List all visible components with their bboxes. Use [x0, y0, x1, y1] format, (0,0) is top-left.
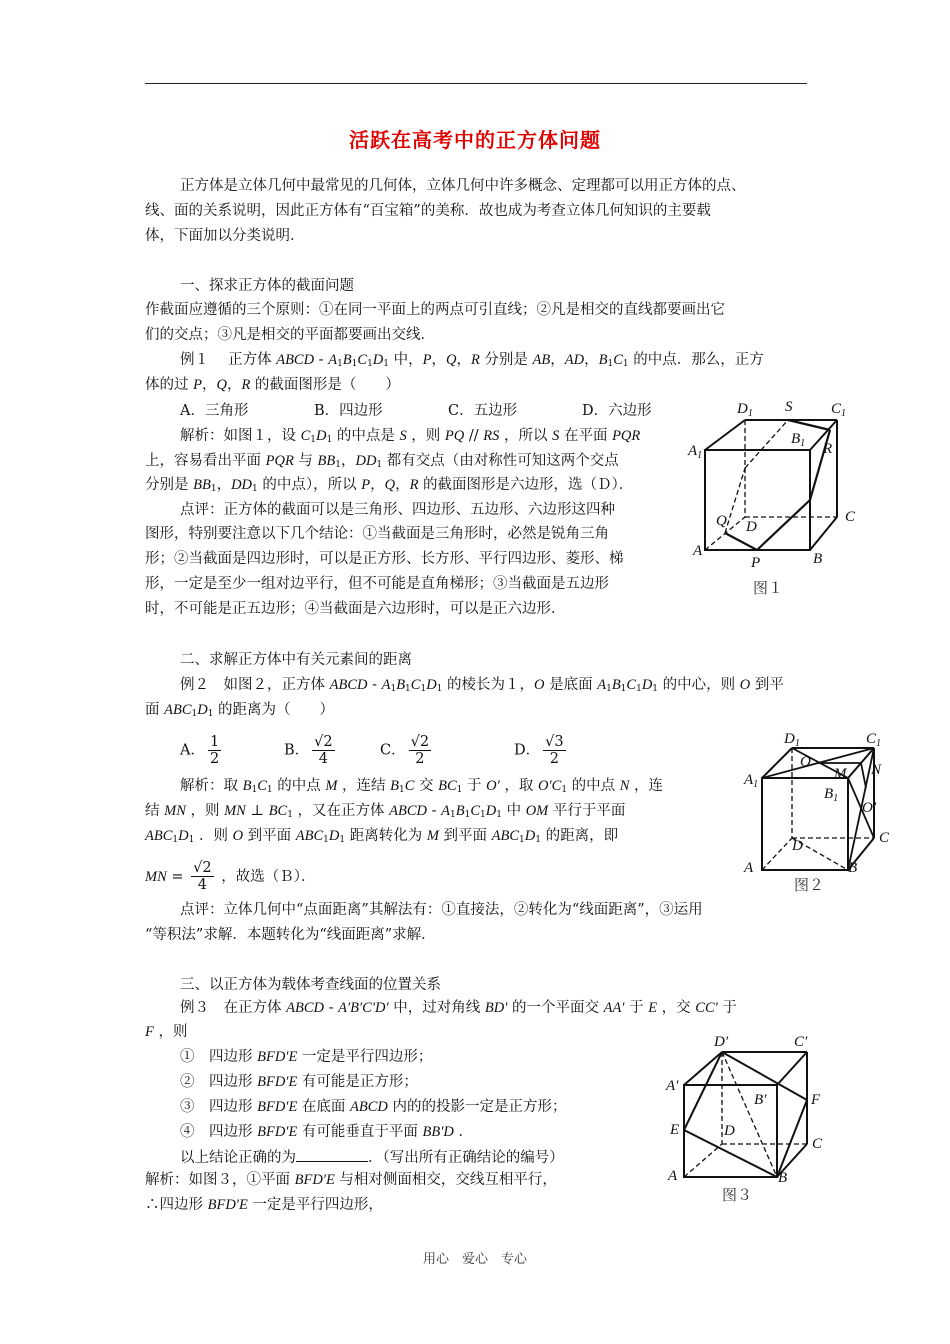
svg-text:B: B: [813, 551, 823, 567]
example2-solution-3: $ABC_1D_1$ ．则 O 到平面 $ABC_1D_1$ 距离转化为 M 到平面 $ABC_1D_1$ 的距离，即: [145, 828, 619, 845]
example3-answer-line: 以上结论正确的为 ．（写出所有正确结论的编号）: [180, 1147, 564, 1168]
example2-solution-4: MN = $\frac{√2}{4}$ ，故选（Ｂ）．: [145, 860, 316, 893]
svg-text:R: R: [823, 441, 833, 457]
example3-item-4: ④ 四边形 BFD′E 有可能垂直于平面 BB′D ．: [180, 1124, 474, 1140]
option-a: A．三角形: [180, 403, 249, 419]
svg-text:N: N: [871, 762, 882, 778]
example1-stem: 例１ 正方体 ABCD - $A_1B_1C_1D_1$ 中，P，Q，R 分别是 AB，AD，$B_1C_1$ 的中点．那么，正方: [180, 352, 764, 369]
intro-line-1: 正方体是立体几何中最常见的几何体，立体几何中许多概念、定理都可以用正方体的点、: [180, 178, 746, 194]
example1-stem-2: 体的过 P，Q，R 的截面图形是（ ）: [145, 377, 400, 393]
section3-heading: 三、以正方体为载体考查线面的位置关系: [180, 977, 441, 993]
page-title: 活跃在高考中的正方体问题: [349, 128, 601, 152]
figure-1-cube-section: [685, 395, 870, 600]
svg-text:A: A: [693, 543, 703, 559]
example2-stem: 例２ 如图２，正方体 ABCD - $A_1B_1C_1D_1$ 的棱长为１，O 是底面 $A_1B_1C_1D_1$ 的中心，则 O 到平: [180, 677, 784, 694]
svg-text:C′: C′: [794, 1034, 808, 1050]
example3-stem-2: F ，则: [145, 1024, 188, 1040]
example2-comment-2: “等积法”求解．本题转化为“线面距离”求解．: [145, 927, 436, 943]
example3-solution-1: 解析：如图３，①平面 BFD′E 与相对侧面相交，交线互相平行，: [145, 1172, 557, 1188]
svg-text:D′: D′: [714, 1034, 729, 1050]
option-d: D． $\frac{√3}{2}$: [514, 734, 564, 767]
example3-item-1: ① 四边形 BFD′E 一定是平行四边形；: [180, 1049, 433, 1065]
option-c: C．五边形: [448, 403, 518, 419]
svg-text:C: C: [845, 509, 856, 525]
example3-solution-2: ∴四边形 BFD′E 一定是平行四边形，: [145, 1197, 383, 1213]
option-c: C． $\frac{√2}{2}$: [380, 734, 430, 767]
svg-text:A: A: [744, 860, 754, 876]
svg-text:S: S: [785, 399, 793, 415]
example1-comment-1: 点评：正方体的截面可以是三角形、四边形、五边形、六边形这四种: [180, 502, 615, 518]
example1-solution-1: 解析：如图１，设 $C_1D_1$ 的中点是 S ，则 PQ // RS ，所以 S 在平面 PQR: [180, 428, 641, 445]
svg-text:A1: $A_1$: [688, 443, 703, 461]
example3-item-2: ② 四边形 BFD′E 有可能是正方形；: [180, 1074, 418, 1090]
section1-principles-2: 们的交点；③凡是相交的平面都要画出交线．: [145, 327, 435, 343]
section2-heading: 二、求解正方体中有关元素间的距离: [180, 652, 412, 668]
svg-text:B: B: [778, 1170, 788, 1186]
example2-stem-2: 面 $ABC_1D_1$ 的距离为（ ）: [145, 702, 335, 719]
example3-item-3: ③ 四边形 BFD′E 在底面 ABCD 内的的投影一定是正方形；: [180, 1099, 567, 1115]
example1-comment-5: 时，不可能是正五边形；④当截面是六边形时，可以是正六边形．: [145, 601, 566, 617]
example2-label: 例２: [180, 677, 209, 693]
svg-text:C: C: [812, 1136, 823, 1152]
example3-stem: 例３ 在正方体 ABCD - A′B′C′D′ 中，过对角线 BD′ 的一个平面交 AA′ 于 E ，交 CC′ 于: [180, 1000, 737, 1016]
example2-comment-1: 点评：立体几何中“点面距离”其解法有：①直接法，②转化为“线面距离”，③运用: [180, 902, 703, 918]
example1-comment-4: 形，一定是至少一组对边平行，但不可能是直角梯形；③当截面是五边形: [145, 576, 609, 592]
svg-text:Q: Q: [716, 513, 727, 529]
option-b: B．四边形: [314, 403, 383, 419]
section1-heading: 一、探求正方体的截面问题: [180, 278, 354, 294]
option-d: D．六边形: [582, 403, 652, 419]
intro-line-3: 体，下面加以分类说明．: [145, 228, 305, 244]
intro-line-2: 线、面的关系说明，因此正方体有“百宝箱”的美称．故也成为考查立体几何知识的主要载: [145, 203, 711, 219]
example1-solution-2: 上，容易看出平面 PQR 与 $BB_1$，$DD_1$ 都有交点（由对称性可知这两个交点: [145, 453, 619, 470]
example2-solution-2: 结 MN ，则 MN ⊥ $BC_1$ ，又在正方体 ABCD - $A_1B_1C_1D_1$ 中 OM 平行于平面: [145, 803, 626, 820]
svg-text:B′: B′: [754, 1092, 767, 1108]
svg-text:D: D: [724, 1123, 735, 1139]
svg-text:B1: $B_1$: [824, 786, 839, 804]
example1-label: 例１: [180, 352, 209, 368]
svg-text:E: E: [670, 1122, 680, 1138]
svg-text:C: C: [879, 830, 890, 846]
figure-2-caption: 图２: [794, 876, 825, 894]
svg-text:D1: $D_1$: [737, 401, 753, 419]
option-b: B． $\frac{√2}{4}$: [284, 734, 333, 767]
svg-text:A: A: [668, 1168, 678, 1184]
figure-1-caption: 图１: [753, 579, 784, 597]
example1-comment-2: 图形，特别要注意以下几个结论：①当截面是三角形时，必然是锐角三角: [145, 526, 609, 542]
answer-blank[interactable]: [296, 1147, 368, 1162]
example3-label: 例３: [180, 1000, 209, 1016]
svg-text:D: D: [746, 519, 757, 535]
svg-text:C1: $C_1$: [866, 731, 882, 749]
figure-3-caption: 图３: [722, 1186, 753, 1204]
section1-principles-1: 作截面应遵循的三个原则：①在同一平面上的两点可引直线；②凡是相交的直线都要画出它: [145, 302, 725, 318]
svg-text:F: F: [811, 1092, 821, 1108]
figure-3-cube-plane: [662, 1030, 842, 1210]
example1-comment-3: 形；②当截面是四边形时，可以是正方形、长方形、平行四边形、菱形、梯: [145, 551, 624, 567]
option-a: A． $\frac{1}{2}$: [180, 734, 220, 767]
example2-options: [180, 728, 600, 768]
svg-text:A1: $A_1$: [744, 772, 759, 790]
svg-text:O′: O′: [862, 800, 877, 816]
example2-solution-1: 解析：取 $B_1C_1$ 的中点 M ，连结 $B_1C$ 交 $BC_1$ 于 O′ ，取 $O'C_1$ 的中点 N ，连: [180, 778, 664, 795]
svg-text:D1: $D_1$: [784, 731, 800, 749]
example1-solution-3: 分别是 $BB_1$，$DD_1$ 的中点），所以 P，Q，R 的截面图形是六边形，选（Ｄ）．: [145, 477, 634, 494]
header-rule: [145, 83, 807, 84]
svg-text:B1: $B_1$: [791, 431, 806, 449]
page-footer: 用心 爱心 专心: [422, 1252, 527, 1267]
svg-text:A′: A′: [666, 1078, 679, 1094]
figure-2-cube-distance: [740, 730, 900, 900]
svg-text:C1: $C_1$: [831, 401, 847, 419]
svg-text:O: O: [800, 754, 811, 770]
svg-text:B: B: [848, 860, 858, 876]
svg-text:M: M: [834, 766, 847, 782]
svg-text:D: D: [792, 838, 803, 854]
svg-text:P: P: [751, 555, 761, 571]
